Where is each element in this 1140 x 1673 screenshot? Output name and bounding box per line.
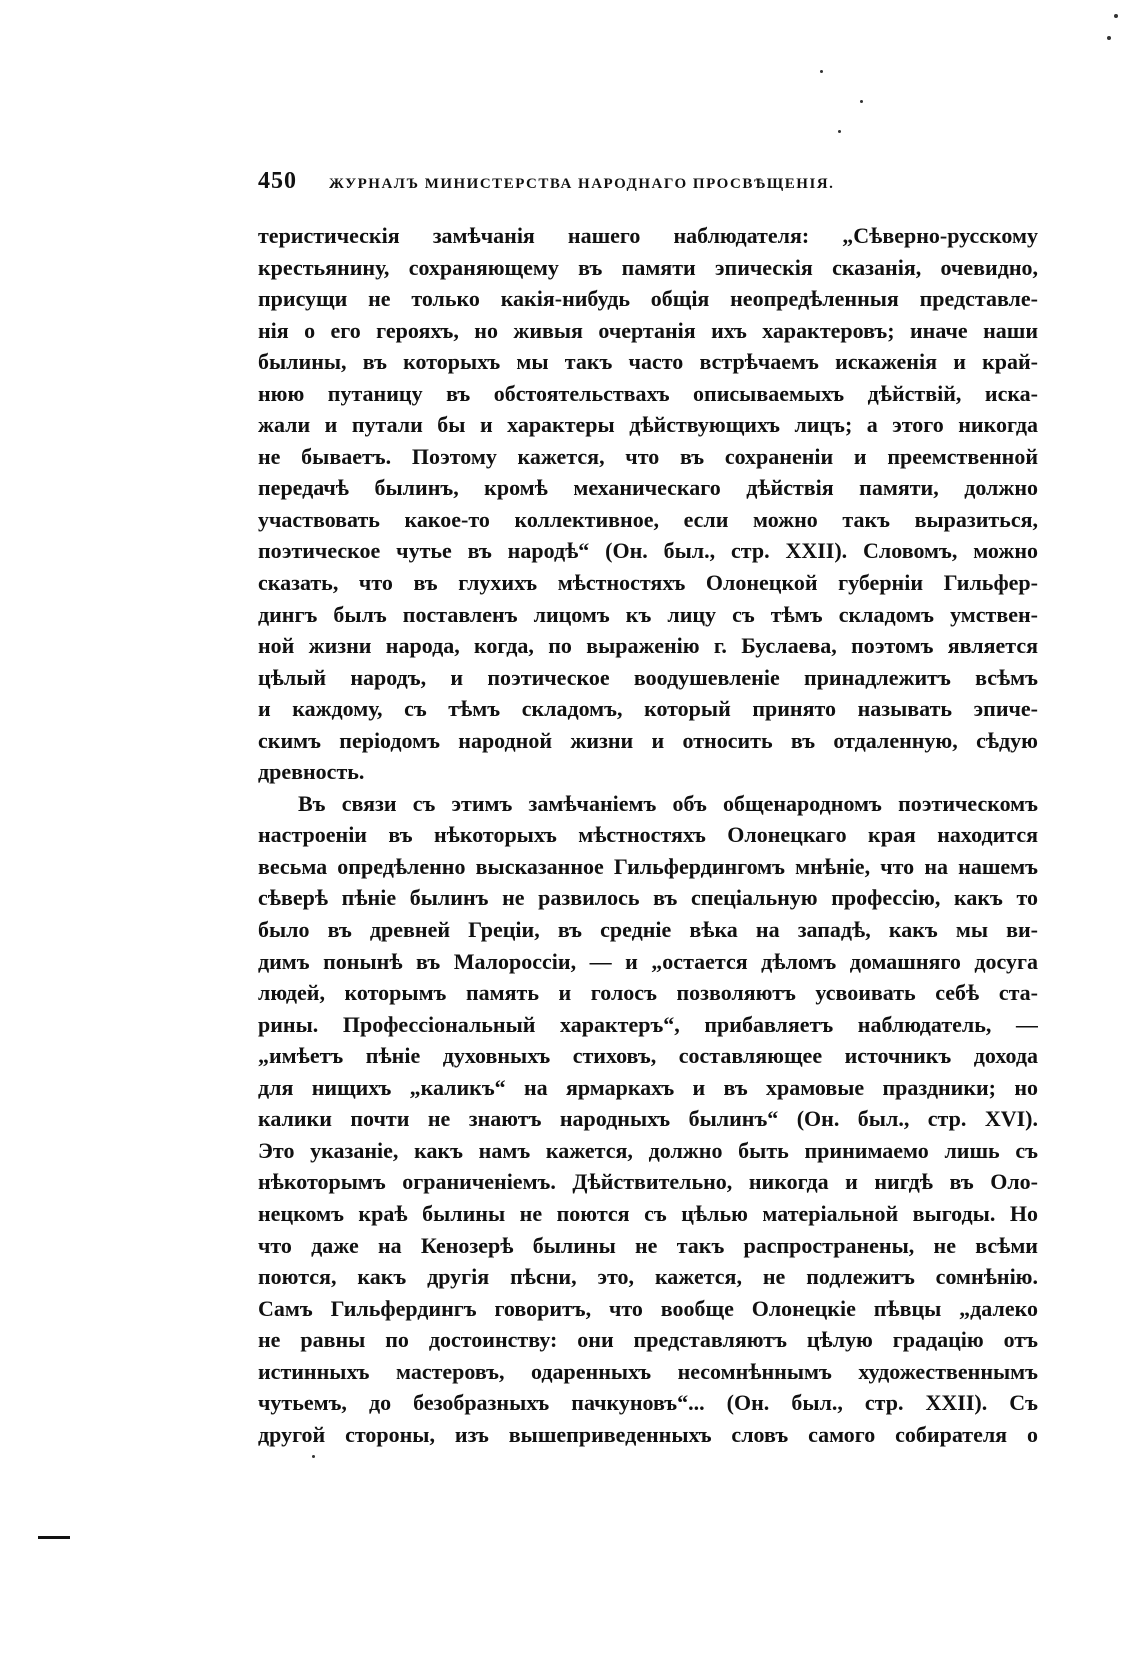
text-line: участвовать какое-то коллективное, если можно такъ выразиться, bbox=[258, 506, 1038, 532]
text-line: истинныхъ мастеровъ, одаренныхъ несомнѣннымъ художественнымъ bbox=[258, 1358, 1038, 1384]
journal-title: ЖУРНАЛЪ МИНИСТЕРСТВА НАРОДНАГО ПРОСВѢЩЕНІЯ. bbox=[329, 176, 835, 192]
scan-speck bbox=[1107, 36, 1111, 40]
scan-speck bbox=[820, 70, 823, 73]
text-line: другой стороны, изъ вышеприведенныхъ словъ самого собирателя о bbox=[258, 1421, 1038, 1447]
text-line: рины. Профессіональный характеръ“, прибавляетъ наблюдатель, — bbox=[258, 1011, 1038, 1037]
text-line: людей, которымъ память и голосъ позволяютъ усвоивать себѣ ста- bbox=[258, 980, 1038, 1006]
text-line: Въ связи съ этимъ замѣчаніемъ объ общенародномъ поэтическомъ bbox=[298, 790, 1038, 816]
body-text bbox=[258, 220, 1038, 1450]
scan-speck bbox=[860, 100, 863, 103]
text-line: „имѣетъ пѣніе духовныхъ стиховъ, составляющее источникъ дохода bbox=[258, 1043, 1038, 1069]
text-line: крестьянину, сохраняющему въ памяти эпическія сказанія, очевидно, bbox=[258, 254, 1038, 280]
text-line: нѣкоторымъ ограниченіемъ. Дѣйствительно, никогда и нигдѣ въ Оло- bbox=[258, 1169, 1038, 1195]
text-line: жали и путали бы и характеры дѣйствующихъ лицъ; а этого никогда bbox=[258, 412, 1038, 438]
text-line: былины, въ которыхъ мы такъ часто встрѣчаемъ искаженія и край- bbox=[258, 349, 1038, 375]
running-head bbox=[258, 168, 1038, 202]
text-line: цѣлый народъ, и поэтическое воодушевленіе принадлежитъ всѣмъ bbox=[258, 664, 1038, 690]
paragraph-2 bbox=[258, 788, 1038, 1450]
paragraph-1 bbox=[258, 220, 1038, 788]
text-line: Самъ Гильфердингъ говоритъ, что вообще Олонецкіе пѣвцы „далеко bbox=[258, 1295, 1038, 1321]
text-line: скимъ періодомъ народной жизни и относить въ отдаленную, сѣдую bbox=[258, 727, 1038, 753]
margin-mark bbox=[38, 1536, 70, 1539]
scan-speck bbox=[838, 130, 841, 133]
scan-speck bbox=[312, 1455, 315, 1458]
text-line: не равны по достоинству: они представляютъ цѣлую градацію отъ bbox=[258, 1327, 1038, 1353]
text-line: и каждому, съ тѣмъ складомъ, который принято называть эпиче- bbox=[258, 696, 1038, 722]
text-line: калики почти не знаютъ народныхъ былинъ“ (Он. был., стр. XVI). bbox=[258, 1106, 1038, 1132]
text-line: что даже на Кенозерѣ былины не такъ распространены, не всѣми bbox=[258, 1232, 1038, 1258]
text-line: сѣверѣ пѣніе былинъ не развилось въ спеціальную профессію, какъ то bbox=[258, 885, 1038, 911]
text-line: присущи не только какія-нибудь общія неопредѣленныя представле- bbox=[258, 286, 1038, 312]
text-line: дингъ былъ поставленъ лицомъ къ лицу съ тѣмъ складомъ умствен- bbox=[258, 601, 1038, 627]
text-line: настроеніи въ нѣкоторыхъ мѣстностяхъ Олонецкаго края находится bbox=[258, 822, 1038, 848]
text-line: нецкомъ краѣ былины не поются съ цѣлью матеріальной выгоды. Но bbox=[258, 1200, 1038, 1226]
text-line: нюю путаницу въ обстоятельствахъ описываемыхъ дѣйствій, иска- bbox=[258, 380, 1038, 406]
text-line: передачѣ былинъ, кромѣ механическаго дѣйствія памяти, должно bbox=[258, 475, 1038, 501]
text-line: чутьемъ, до безобразныхъ пачкуновъ“... (Он. был., стр. XXII). Съ bbox=[258, 1390, 1038, 1416]
text-line: древность. bbox=[258, 759, 365, 785]
scan-speck bbox=[1114, 14, 1118, 18]
text-line: поэтическое чутье въ народѣ“ (Он. был., стр. XXII). Словомъ, можно bbox=[258, 538, 1038, 564]
text-line: было въ древней Греціи, въ средніе вѣка на западѣ, какъ мы ви- bbox=[258, 917, 1038, 943]
page-number: 450 bbox=[258, 168, 297, 194]
text-line: не бываетъ. Поэтому кажется, что въ сохраненіи и преемственной bbox=[258, 443, 1038, 469]
text-line: Это указаніе, какъ намъ кажется, должно быть принимаемо лишь съ bbox=[258, 1137, 1038, 1163]
text-line: сказать, что въ глухихъ мѣстностяхъ Олонецкой губерніи Гильфер- bbox=[258, 570, 1038, 596]
text-line: весьма опредѣленно высказанное Гильфердингомъ мнѣніе, что на нашемъ bbox=[258, 853, 1038, 879]
text-line: для нищихъ „каликъ“ на ярмаркахъ и въ храмовые праздники; но bbox=[258, 1074, 1038, 1100]
text-line: ной жизни народа, когда, по выраженію г. Буслаева, поэтомъ является bbox=[258, 633, 1038, 659]
text-line: поются, какъ другія пѣсни, это, кажется, не подлежитъ сомнѣнію. bbox=[258, 1264, 1038, 1290]
text-line: димъ понынѣ въ Малороссіи, — и „остается дѣломъ домашняго досуга bbox=[258, 948, 1038, 974]
text-line: теристическія замѣчанія нашего наблюдателя: „Сѣверно-русскому bbox=[258, 223, 1038, 248]
text-line: нія о его герояхъ, но живыя очертанія ихъ характеровъ; иначе наши bbox=[258, 317, 1038, 343]
